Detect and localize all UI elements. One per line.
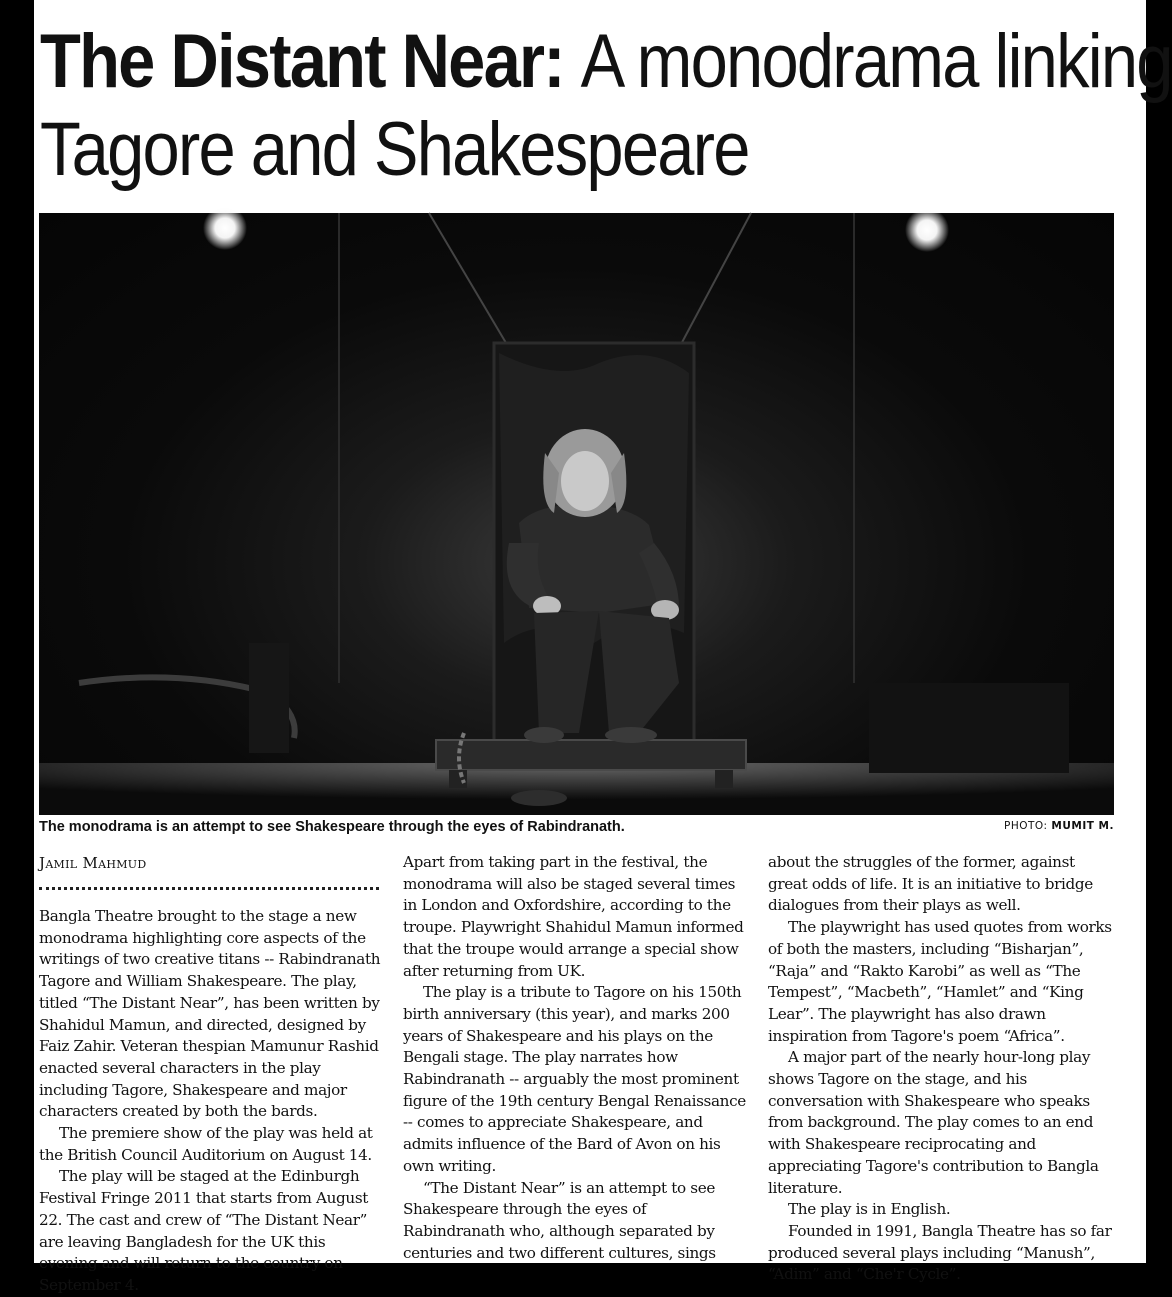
paragraph: Founded in 1991, Bangla Theatre has so far produced several plays including “Manush”, “Adim” and “Che'r Cycle”.: [768, 1221, 1112, 1284]
paragraph: “The Distant Near” is an attempt to see Shakespeare through the eyes of Rabindranath who, although separated by centuries and two different cultures, sings: [403, 1178, 716, 1262]
paragraph: The play is a tribute to Tagore on his 150th birth anniversary (this year), and marks 200 years of Shakespeare and his plays on the Bengali stage. The play narrates how Rabindranath -- arguably the most prominent figure of the 19th century Bengal Renaissance -- comes to appreciate Shakespeare, and admits influence of the Bard of Avon on his own writing.: [403, 983, 746, 1175]
byline: Jamil Mahmud: [39, 854, 147, 872]
stage-photo-illustration: [39, 213, 1114, 815]
paragraph: A major part of the nearly hour-long play shows Tagore on the stage, and his conversation with Shakespeare who speaks from background. The play comes to an end with Shakespeare reciprocating and appreciating Tagore's contribution to Bangla literature.: [768, 1048, 1099, 1197]
photo-credit: [1004, 820, 1114, 832]
paragraph: Bangla Theatre brought to the stage a new monodrama highlighting core aspects of the writings of two creative titans -- Rabindranath Tagore and William Shakespeare. The play, titled “The Distant Near”, has been written by Shahidul Mamun, and directed, designed by Faiz Zahir. Veteran thespian Mamunur Rashid enacted several characters in the play including Tagore, Shakespeare and major characters created by both the bards.: [39, 907, 381, 1121]
paragraph: The playwright has used quotes from works of both the masters, including “Bisharjan”, “Raja” and “Rakto Karobi” as well as “The Tempest”, “Macbeth”, “Hamlet” and “King Lear”. The playwright has also drawn inspiration from Tagore's poem “Africa”.: [768, 918, 1112, 1045]
article-column-1: [39, 852, 385, 1297]
headline-rest-line1: A monodrama linking: [580, 19, 1172, 104]
photo-credit-name: MUMIT M.: [1051, 820, 1114, 832]
photo-credit-label: PHOTO:: [1004, 820, 1048, 832]
paragraph: about the struggles of the former, against great odds of life. It is an initiative to bridge dialogues from their plays as well.: [768, 853, 1093, 915]
headline-bold: The Distant Near:: [40, 19, 564, 104]
headline-rest-line2: Tagore and Shakespeare: [40, 107, 749, 192]
article-column-3: [768, 852, 1114, 1286]
stage-photo: [39, 213, 1114, 815]
byline-divider: [39, 876, 379, 890]
photo-caption: The monodrama is an attempt to see Shakespeare through the eyes of Rabindranath.: [39, 819, 625, 835]
paragraph: The play will be staged at the Edinburgh Festival Fringe 2011 that starts from August 22. The cast and crew of “The Distant Near” are leaving Bangladesh for the UK this evening and will return to the country on September 4.: [39, 1167, 369, 1294]
article-column-2: [403, 852, 749, 1264]
headline: [40, 18, 1172, 194]
newspaper-page: [34, 0, 1172, 1294]
paragraph: The premiere show of the play was held at the British Council Auditorium on August 14.: [39, 1124, 373, 1164]
paragraph: Apart from taking part in the festival, the monodrama will also be staged several times in London and Oxfordshire, according to the troupe. Playwright Shahidul Mamun informed that the troupe would arrange a special show after returning from UK.: [403, 853, 744, 980]
paragraph: The play is in English.: [788, 1200, 951, 1219]
